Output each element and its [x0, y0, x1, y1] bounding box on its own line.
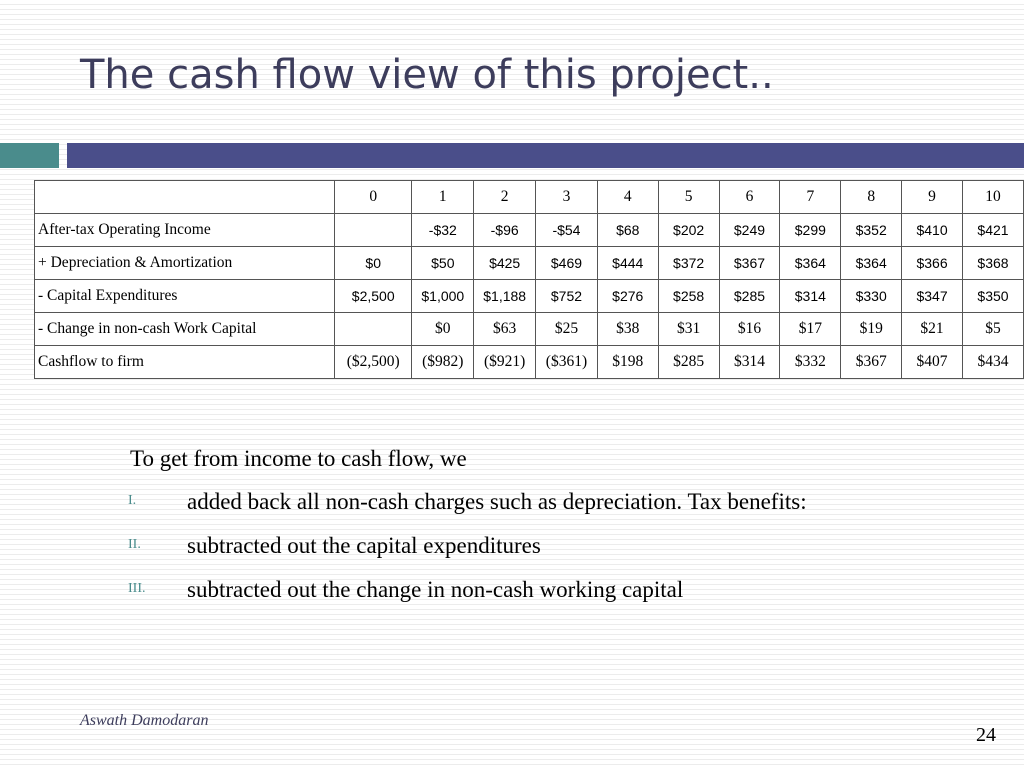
table-cell: $410	[902, 214, 963, 247]
table-cell: ($361)	[536, 346, 598, 379]
table-cell: $350	[962, 280, 1023, 313]
table-cell: $469	[536, 247, 598, 280]
table-cell: $38	[597, 313, 658, 346]
table-row	[35, 313, 1024, 346]
table-cell: $68	[597, 214, 658, 247]
table-row	[35, 280, 1024, 313]
accent-bar-left	[0, 143, 59, 168]
list-numeral: II.	[128, 537, 141, 552]
list-item	[128, 486, 868, 518]
list-item-text: added back all non-cash charges such as depreciation. Tax benefits:	[187, 489, 807, 514]
header-cell: 1	[412, 181, 474, 214]
table-cell: $50	[412, 247, 474, 280]
table-cell: $407	[902, 346, 963, 379]
table-cell: $330	[841, 280, 902, 313]
intro-text: To get from income to cash flow, we	[130, 446, 467, 471]
table-cell	[335, 313, 412, 346]
row-label: + Depreciation & Amortization	[35, 247, 335, 280]
slide-title: The cash flow view of this project..	[80, 52, 774, 98]
table-cell: $21	[902, 313, 963, 346]
table-cell: $366	[902, 247, 963, 280]
table-cell: $17	[780, 313, 841, 346]
table-cell: -$54	[536, 214, 598, 247]
page-number: 24	[976, 724, 996, 746]
table-row	[35, 247, 1024, 280]
table-cell: $5	[962, 313, 1023, 346]
table-cell: $25	[536, 313, 598, 346]
table-cell: $372	[658, 247, 719, 280]
cash-flow-table	[34, 180, 1024, 379]
table-header-row	[35, 181, 1024, 214]
table-cell: $367	[841, 346, 902, 379]
table-cell: $1,000	[412, 280, 474, 313]
header-cell	[35, 181, 335, 214]
list-numeral: I.	[128, 493, 137, 508]
table-cell: $198	[597, 346, 658, 379]
table-cell: $314	[780, 280, 841, 313]
table-row	[35, 214, 1024, 247]
table-cell: $752	[536, 280, 598, 313]
table-cell: $332	[780, 346, 841, 379]
row-label: - Capital Expenditures	[35, 280, 335, 313]
table-row	[35, 346, 1024, 379]
table-cell: $249	[719, 214, 780, 247]
table-cell: $299	[780, 214, 841, 247]
table-cell: $16	[719, 313, 780, 346]
table-cell: $368	[962, 247, 1023, 280]
row-label: - Change in non-cash Work Capital	[35, 313, 335, 346]
table-cell: $285	[719, 280, 780, 313]
table-cell: $352	[841, 214, 902, 247]
table-cell: ($2,500)	[335, 346, 412, 379]
table-cell: ($982)	[412, 346, 474, 379]
table-cell: $314	[719, 346, 780, 379]
list-item	[128, 530, 868, 562]
row-label: After-tax Operating Income	[35, 214, 335, 247]
list-item-text: subtracted out the capital expenditures	[187, 533, 541, 558]
header-cell: 8	[841, 181, 902, 214]
table-cell: $421	[962, 214, 1023, 247]
table-cell: $347	[902, 280, 963, 313]
footer-author: Aswath Damodaran	[80, 712, 209, 729]
header-cell: 0	[335, 181, 412, 214]
table-cell: $2,500	[335, 280, 412, 313]
table-cell: $364	[780, 247, 841, 280]
table-cell: ($921)	[474, 346, 536, 379]
table-cell	[335, 214, 412, 247]
list-item-text: subtracted out the change in non-cash working capital	[187, 577, 684, 602]
table-cell: $0	[335, 247, 412, 280]
numbered-list	[128, 486, 868, 618]
accent-bar-right	[67, 143, 1024, 168]
header-cell: 7	[780, 181, 841, 214]
table-cell: $1,188	[474, 280, 536, 313]
table-cell: $31	[658, 313, 719, 346]
header-cell: 5	[658, 181, 719, 214]
header-cell: 3	[536, 181, 598, 214]
header-cell: 10	[962, 181, 1023, 214]
table-cell: -$96	[474, 214, 536, 247]
table-cell: $425	[474, 247, 536, 280]
table-cell: $364	[841, 247, 902, 280]
table-cell: $258	[658, 280, 719, 313]
header-cell: 4	[597, 181, 658, 214]
list-item	[128, 574, 868, 606]
list-numeral: III.	[128, 581, 146, 596]
table-cell: $202	[658, 214, 719, 247]
table-cell: $19	[841, 313, 902, 346]
table-cell: $367	[719, 247, 780, 280]
table-cell: $285	[658, 346, 719, 379]
header-cell: 2	[474, 181, 536, 214]
table-cell: $63	[474, 313, 536, 346]
table-cell: $0	[412, 313, 474, 346]
row-label: Cashflow to firm	[35, 346, 335, 379]
table-cell: $434	[962, 346, 1023, 379]
table-cell: $276	[597, 280, 658, 313]
header-cell: 9	[902, 181, 963, 214]
table-cell: $444	[597, 247, 658, 280]
table-cell: -$32	[412, 214, 474, 247]
header-cell: 6	[719, 181, 780, 214]
